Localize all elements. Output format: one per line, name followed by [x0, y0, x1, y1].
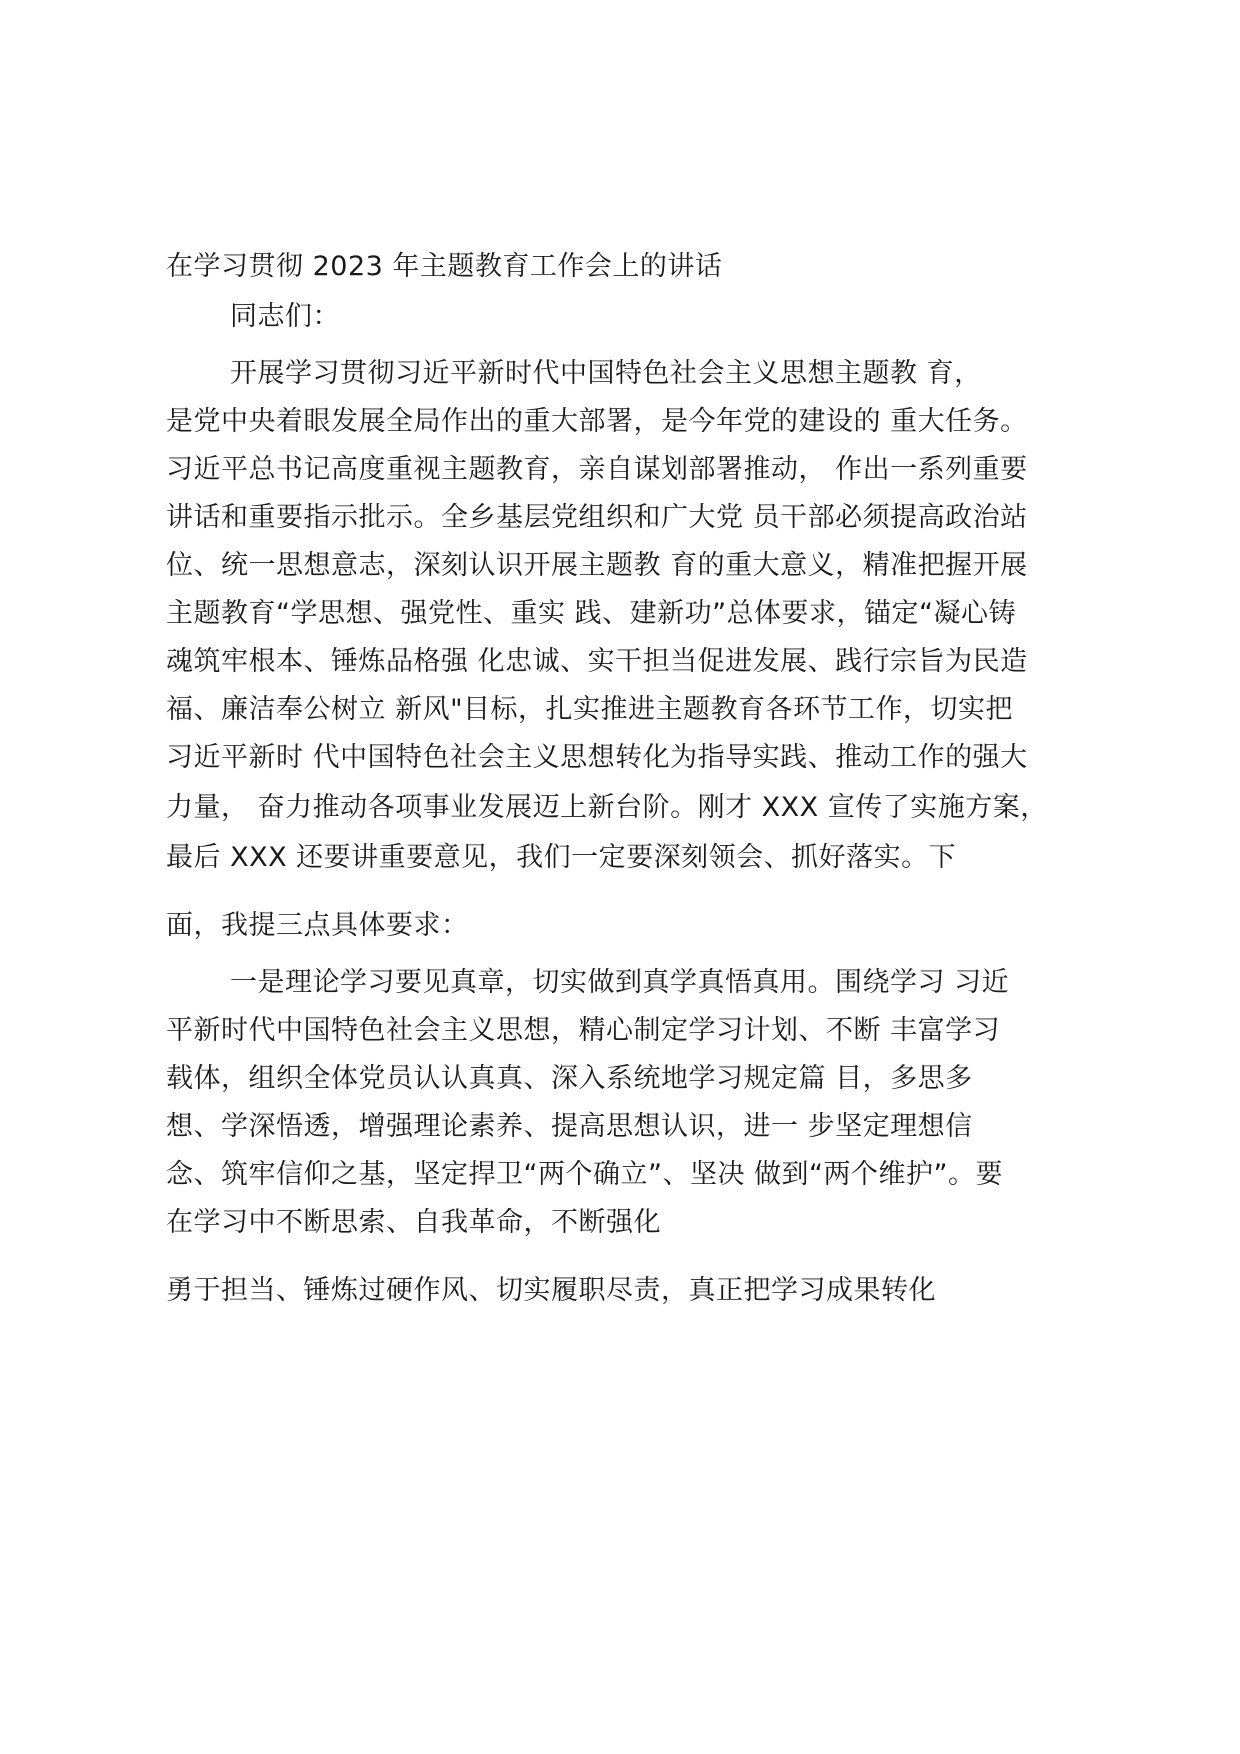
paragraph-2: 面，我提三点具体要求： — [166, 910, 469, 941]
paragraph-line: 开展学习贯彻习近平新时代中国特色社会主义思想主题教 育， — [230, 358, 982, 389]
paragraph-4: 勇于担当、锤炼过硬作风、切实履职尽责，真正把学习成果转化 — [166, 1275, 936, 1306]
paragraph-line: 念、筑牢信仰之基，坚定捍卫“两个确立”、坚决 做到“两个维护”。要 — [166, 1159, 1004, 1190]
paragraph-line: 位、统一思想意志，深刻认识开展主题教 育的重大意义，精准把握开展 — [166, 550, 1028, 581]
paragraph-line: 主题教育“学思想、强党性、重实 践、建新功”总体要求，锚定“凝心铸 — [166, 598, 1017, 629]
paragraph-line: 福、廉洁奉公树立 新风"目标，扎实推进主题教育各环节工作，切实把 — [166, 694, 1014, 725]
paragraph-line: 习近平新时 代中国特色社会主义思想转化为指导实践、推动工作的强大 — [166, 742, 1028, 773]
paragraph-line: 是党中央着眼发展全局作出的重大部署，是今年党的建设的 重大任务。 — [166, 406, 1028, 437]
paragraph-line: 载体，组织全体党员认认真真、深入系统地学习规定篇 目，多思多 — [166, 1063, 973, 1094]
document-title: 在学习贯彻 2023 年主题教育工作会上的讲话 — [166, 251, 723, 282]
paragraph-line: 在学习中不断思索、自我革命，不断强化 — [166, 1207, 661, 1238]
paragraph-line: 力量， 奋力推动各项事业发展迈上新台阶。刚才 XXX 宣传了实施方案， — [166, 792, 1048, 823]
paragraph-line: 讲话和重要指示批示。全乡基层党组织和广大党 员干部必须提高政治站 — [166, 502, 1028, 533]
paragraph-line: 魂筑牢根本、锤炼品格强 化忠诚、实干担当促进发展、践行宗旨为民造 — [166, 646, 1028, 677]
paragraph-line: 平新时代中国特色社会主义思想，精心制定学习计划、不断 丰富学习 — [166, 1015, 1001, 1046]
paragraph-line: 习近平总书记高度重视主题教育，亲自谋划部署推动， 作出一系列重要 — [166, 454, 1028, 485]
salutation: 同志们： — [230, 301, 340, 332]
paragraph-line: 想、学深悟透，增强理论素养、提高思想认识，进一 步坚定理想信 — [166, 1111, 973, 1142]
paragraph-line: 一是理论学习要见真章，切实做到真学真悟真用。围绕学习 习近 — [230, 967, 1010, 998]
paragraph-line: 最后 XXX 还要讲重要意见，我们一定要深刻领会、抓好落实。下 — [166, 842, 957, 873]
